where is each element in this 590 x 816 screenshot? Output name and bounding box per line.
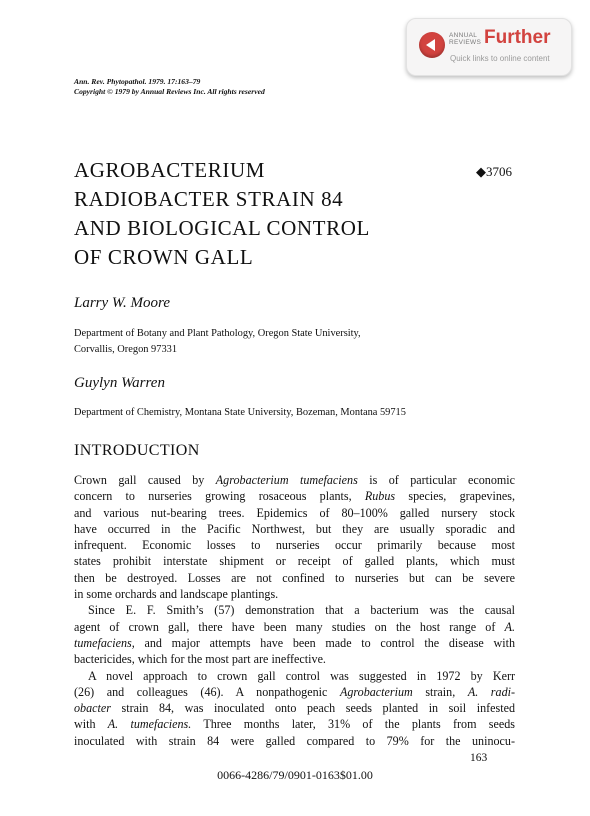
- body-line: agent of crown gall, there have been many studies on the host range of A.: [74, 619, 515, 634]
- body-line: tumefaciens, and major attempts have been made to control the disease with: [74, 635, 515, 650]
- body-line: in some orchards and landscape plantings.: [74, 587, 279, 602]
- further-subtitle: Quick links to online content: [450, 54, 550, 63]
- body-text: [74, 472, 515, 749]
- journal-citation: Ann. Rev. Phytopathol. 1979. 17:163–79 Copyright © 1979 by Annual Reviews Inc. All rights reserved: [74, 77, 265, 96]
- author-affiliation: Department of Chemistry, Montana State University, Bozeman, Montana 59715: [74, 407, 406, 418]
- page-number: 163: [470, 752, 488, 764]
- back-arrow-icon: [419, 32, 445, 58]
- author-name: Guylyn Warren: [74, 375, 165, 391]
- body-line: infrequent. Economic losses to nurseries occur primarily because most: [74, 538, 515, 553]
- body-line: Crown gall caused by Agrobacterium tumefaciens is of particular economic: [74, 473, 516, 487]
- body-line: inoculated with strain 84 were galled compared to 79% for the uninocu-: [74, 733, 515, 748]
- body-line: A novel approach to crown gall control was suggested in 1972 by Kerr: [88, 668, 515, 683]
- body-line: states prohibit interstate shipment or receipt of galled plants, which must: [74, 554, 515, 569]
- article-title: AGROBACTERIUM RADIOBACTER STRAIN 84 AND BIOLOGICAL CONTROL OF CROWN GALL: [74, 158, 370, 269]
- further-badge[interactable]: [406, 18, 572, 76]
- body-line: Since E. F. Smith’s (57) demonstration that a bacterium was the causal: [88, 603, 515, 618]
- body-line: then be destroyed. Losses are not confined to nurseries but can be severe: [74, 570, 515, 585]
- further-label: Further: [484, 27, 551, 48]
- body-line: (26) and colleagues (46). A nonpathogenic Agrobacterium strain, A. radi-: [74, 684, 515, 699]
- body-line: obacter strain 84, was inoculated onto peach seeds planted in soil infested: [74, 701, 515, 716]
- author-name: Larry W. Moore: [74, 295, 170, 311]
- annual-reviews-label: ANNUAL REVIEWS: [449, 32, 482, 46]
- body-line: with A. tumefaciens. Three months later, 31% of the plants from seeds: [74, 717, 515, 732]
- article-code: ◆3706: [476, 164, 512, 179]
- body-line: have occurred in the Pacific Northwest, but they are usually sporadic and: [74, 521, 515, 536]
- author-affiliation: Department of Botany and Plant Pathology, Oregon State University, Corvallis, Oregon 97331: [74, 328, 361, 355]
- body-line: concern to nurseries growing rosaceous plants, Rubus species, grapevines,: [74, 489, 515, 504]
- section-heading: INTRODUCTION: [74, 442, 200, 459]
- body-line: and various nut-bearing trees. Epidemics of 80–100% galled nursery stock: [74, 505, 515, 520]
- footer-code: 0066-4286/79/0901-0163$01.00: [217, 768, 373, 782]
- body-line: bactericides, which for the most part are ineffective.: [74, 652, 326, 667]
